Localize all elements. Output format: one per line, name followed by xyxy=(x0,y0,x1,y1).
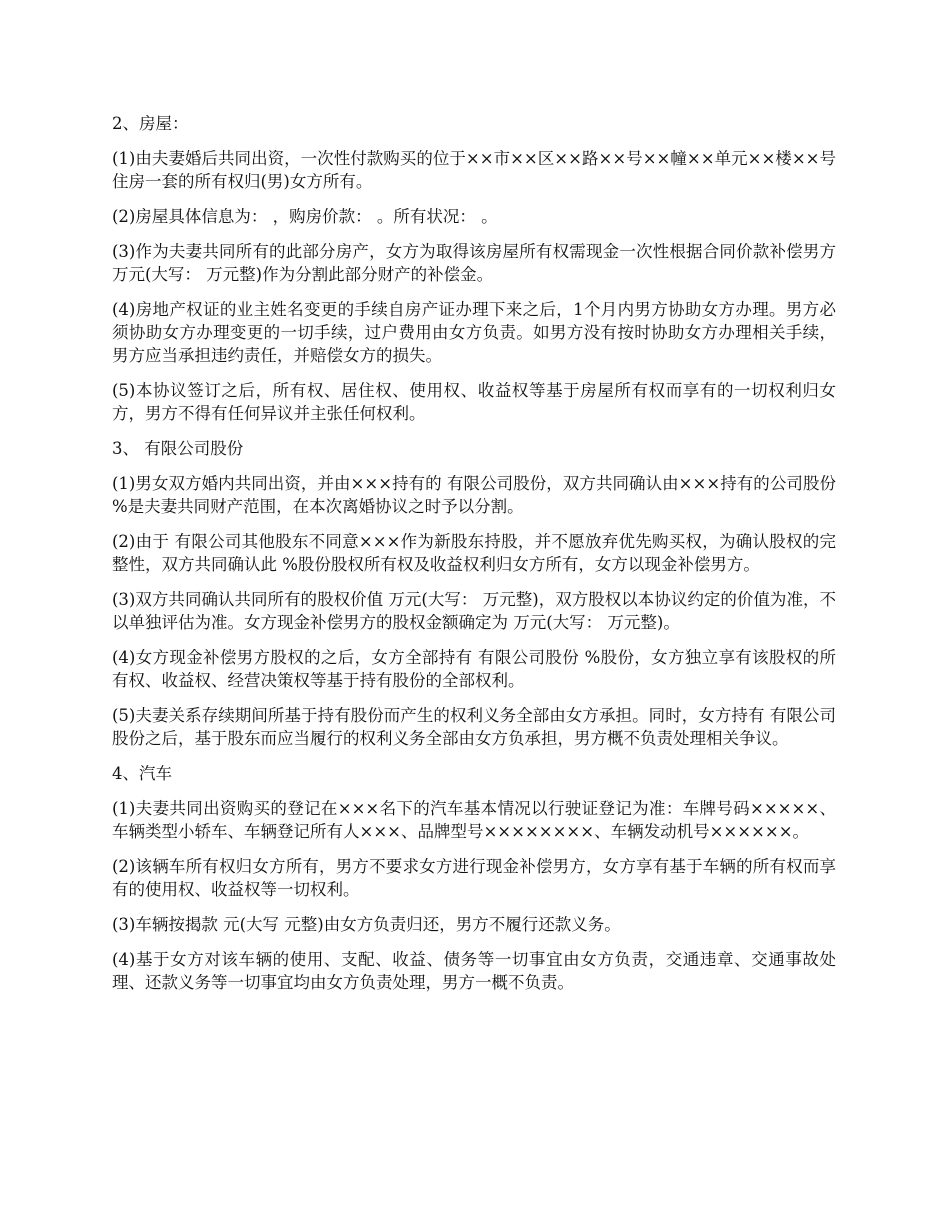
document-body xyxy=(112,112,836,1006)
car-clause-1: (1)夫妻共同出资购买的登记在×××名下的汽车基本情况以行驶证登记为准：车牌号码×××××、车辆类型小轿车、车辆登记所有人×××、品牌型号××××××××、车辆发动机号××××××。 xyxy=(112,799,836,841)
house-clause-1: (1)由夫妻婚后共同出资，一次性付款购买的位于××市××区××路××号××幢××单元××楼××号住房一套的所有权归(男)女方所有。 xyxy=(112,149,836,191)
section-heading-car: 4、汽车 xyxy=(112,764,172,783)
house-clause-3: (3)作为夫妻共同所有的此部分房产，女方为取得该房屋所有权需现金一次性根据合同价款补偿男方 万元(大写： 万元整)作为分割此部分财产的补偿金。 xyxy=(112,242,836,284)
section-heading-shares: 3、 有限公司股份 xyxy=(112,439,244,458)
shares-clause-5: (5)夫妻关系存续期间所基于持有股份而产生的权利义务全部由女方承担。同时，女方持有 有限公司股份之后，基于股东而应当履行的权利义务全部由女方负承担，男方概不负责处理相关争议。 xyxy=(112,706,836,748)
section-heading-house: 2、房屋： xyxy=(112,114,189,133)
shares-clause-3: (3)双方共同确认共同所有的股权价值 万元(大写： 万元整)，双方股权以本协议约定的价值为准，不以单独评估为准。女方现金补偿男方的股权金额确定为 万元(大写： 万元整)。 xyxy=(112,590,836,632)
car-clause-4: (4)基于女方对该车辆的使用、支配、收益、债务等一切事宜由女方负责，交通违章、交通事故处理、还款义务等一切事宜均由女方负责处理，男方一概不负责。 xyxy=(112,950,836,992)
shares-clause-1: (1)男女双方婚内共同出资，并由×××持有的 有限公司股份，双方共同确认由×××持有的公司股份 %是夫妻共同财产范围，在本次离婚协议之时予以分割。 xyxy=(112,474,836,516)
house-clause-5: (5)本协议签订之后，所有权、居住权、使用权、收益权等基于房屋所有权而享有的一切权利归女方，男方不得有任何异议并主张任何权利。 xyxy=(112,381,836,423)
shares-clause-2: (2)由于 有限公司其他股东不同意×××作为新股东持股，并不愿放弃优先购买权，为确认股权的完整性，双方共同确认此 %股份股权所有权及收益权利归女方所有，女方以现金补偿男方。 xyxy=(112,532,836,574)
car-clause-3: (3)车辆按揭款 元(大写 元整)由女方负责归还，男方不履行还款义务。 xyxy=(112,915,621,934)
car-clause-2: (2)该辆车所有权归女方所有，男方不要求女方进行现金补偿男方，女方享有基于车辆的所有权而享有的使用权、收益权等一切权利。 xyxy=(112,857,836,899)
house-clause-2: (2)房屋具体信息为： ，购房价款： 。所有状况： 。 xyxy=(112,207,498,226)
house-clause-4: (4)房地产权证的业主姓名变更的手续自房产证办理下来之后，1个月内男方协助女方办理。男方必须协助女方办理变更的一切手续，过户费用由女方负责。如男方没有按时协助女方办理相关手续，男方应当承担违约责任，并赔偿女方的损失。 xyxy=(112,300,836,365)
shares-clause-4: (4)女方现金补偿男方股权的之后，女方全部持有 有限公司股份 %股份，女方独立享有该股权的所有权、收益权、经营决策权等基于持有股份的全部权利。 xyxy=(112,648,836,690)
